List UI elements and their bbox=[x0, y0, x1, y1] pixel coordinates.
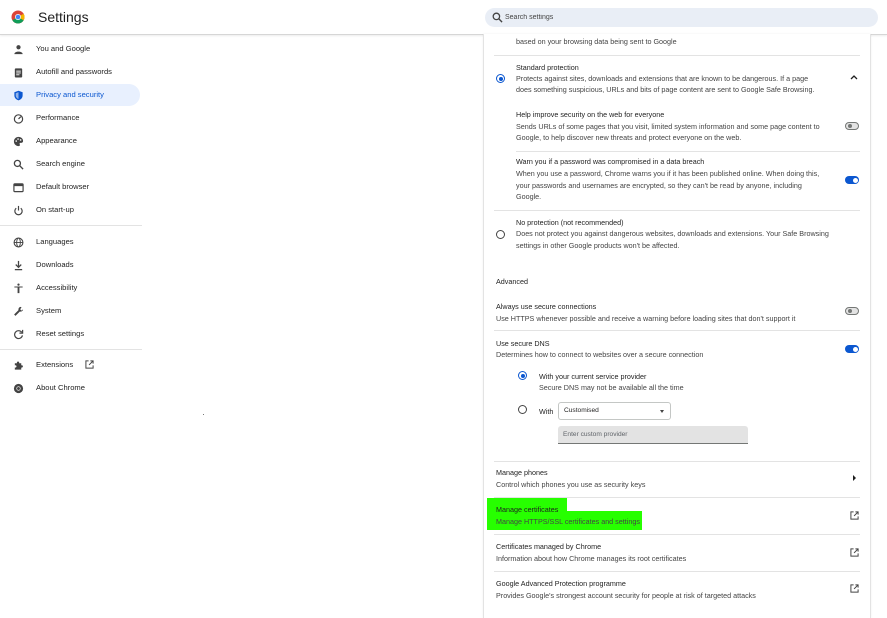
secure-connections-title: Always use secure connections bbox=[496, 302, 597, 311]
chrome-certificates-title[interactable]: Certificates managed by Chrome bbox=[496, 542, 602, 551]
sidebar-item-default-browser[interactable] bbox=[0, 176, 140, 198]
clipboard-icon bbox=[13, 67, 24, 78]
advanced-protection-desc: Provides Google's strongest account security for people at risk of targeted attacks bbox=[496, 591, 756, 600]
accessibility-icon bbox=[13, 283, 24, 294]
custom-provider-radio[interactable] bbox=[518, 405, 527, 414]
sidebar-item-label: System bbox=[36, 306, 62, 315]
row-divider bbox=[494, 55, 860, 56]
enhanced-protection-desc: based on your browsing data being sent to Google bbox=[516, 37, 677, 46]
secure-connections-desc: Use HTTPS whenever possible and receive a warning before loading sites that don't support it bbox=[496, 314, 796, 323]
advanced-protection-title[interactable]: Google Advanced Protection programme bbox=[496, 579, 626, 588]
sidebar-item-label: On start-up bbox=[36, 205, 74, 214]
sidebar-item-autofill[interactable] bbox=[0, 61, 140, 83]
standard-protection-radio[interactable] bbox=[496, 74, 505, 83]
advanced-heading: Advanced bbox=[496, 277, 528, 286]
page-title: Settings bbox=[38, 9, 89, 25]
chrome-certificates-desc: Information about how Chrome manages its root certificates bbox=[496, 554, 687, 563]
no-protection-radio[interactable] bbox=[496, 230, 505, 239]
help-improve-toggle[interactable] bbox=[845, 122, 859, 130]
sidebar-item-label: Autofill and passwords bbox=[36, 67, 112, 76]
chevron-right-icon[interactable] bbox=[852, 475, 857, 481]
sidebar-item-label: Downloads bbox=[36, 260, 74, 269]
sidebar-item-label: Extensions bbox=[36, 360, 74, 369]
puzzle-icon bbox=[13, 360, 24, 371]
password-breach-desc: Google. bbox=[516, 192, 542, 201]
manage-phones-title: Manage phones bbox=[496, 468, 548, 477]
browser-window-icon bbox=[13, 182, 24, 193]
dns-provider-select-value: Customised bbox=[564, 407, 599, 414]
row-divider bbox=[494, 534, 860, 535]
stray-dot bbox=[203, 414, 204, 415]
custom-provider-input[interactable] bbox=[558, 426, 748, 444]
current-provider-desc: Secure DNS may not be available all the time bbox=[539, 383, 684, 392]
sidebar-divider bbox=[0, 225, 142, 226]
sidebar-item-privacy-and-security[interactable] bbox=[0, 84, 140, 106]
sidebar-item-search-engine[interactable] bbox=[0, 153, 140, 175]
wrench-icon bbox=[13, 306, 24, 317]
no-protection-desc: settings in other Google products won't be affected. bbox=[516, 241, 680, 250]
open-in-new-icon[interactable] bbox=[850, 584, 859, 593]
sidebar-divider bbox=[0, 349, 142, 350]
sidebar-item-you-and-google[interactable] bbox=[0, 38, 140, 60]
secure-dns-title: Use secure DNS bbox=[496, 339, 550, 348]
sidebar-item-extensions[interactable] bbox=[0, 354, 140, 376]
sidebar-item-appearance[interactable] bbox=[0, 130, 140, 152]
manage-phones-desc: Control which phones you use as security keys bbox=[496, 480, 646, 489]
current-provider-title: With your current service provider bbox=[539, 372, 647, 381]
password-breach-title: Warn you if a password was compromised in a data breach bbox=[516, 157, 705, 166]
sidebar-item-downloads[interactable] bbox=[0, 254, 140, 276]
help-improve-title: Help improve security on the web for everyone bbox=[516, 110, 665, 119]
open-in-new-icon bbox=[85, 360, 94, 369]
sidebar-item-label: You and Google bbox=[36, 44, 91, 53]
secure-connections-toggle[interactable] bbox=[845, 307, 859, 315]
settings-panel bbox=[483, 34, 871, 618]
search-input[interactable] bbox=[505, 10, 865, 25]
reset-icon bbox=[13, 329, 24, 340]
search-icon bbox=[492, 12, 503, 23]
password-breach-desc: When you use a password, Chrome warns you if it has been published online. When doing this, bbox=[516, 169, 820, 178]
sidebar-item-reset-settings[interactable] bbox=[0, 323, 140, 345]
help-improve-desc: Sends URLs of some pages that you visit, limited system information and some page content to bbox=[516, 122, 820, 131]
standard-protection-title: Standard protection bbox=[516, 63, 579, 72]
download-icon bbox=[13, 260, 24, 271]
chevron-up-icon[interactable] bbox=[850, 74, 858, 80]
no-protection-desc: Does not protect you against dangerous websites, downloads and extensions. Your Safe Browsing bbox=[516, 229, 829, 238]
sidebar-item-performance[interactable] bbox=[0, 107, 140, 129]
dropdown-caret-icon bbox=[660, 410, 664, 413]
person-icon bbox=[13, 44, 24, 55]
palette-icon bbox=[13, 136, 24, 147]
with-label: With bbox=[539, 407, 554, 416]
open-in-new-icon[interactable] bbox=[850, 511, 859, 520]
open-in-new-icon[interactable] bbox=[850, 548, 859, 557]
sidebar-item-label: Languages bbox=[36, 237, 74, 246]
sidebar-item-label: Default browser bbox=[36, 182, 90, 191]
top-bar bbox=[0, 0, 887, 35]
globe-icon bbox=[13, 237, 24, 248]
sidebar-item-system[interactable] bbox=[0, 300, 140, 322]
chrome-icon bbox=[13, 383, 24, 394]
row-divider bbox=[494, 571, 860, 572]
sidebar-item-on-start-up[interactable] bbox=[0, 199, 140, 221]
sidebar-item-accessibility[interactable] bbox=[0, 277, 140, 299]
sidebar-item-label: Accessibility bbox=[36, 283, 78, 292]
shield-icon bbox=[13, 90, 24, 101]
row-divider bbox=[516, 151, 860, 152]
row-divider bbox=[494, 210, 860, 211]
row-divider bbox=[494, 330, 860, 331]
sidebar-item-about-chrome[interactable] bbox=[0, 377, 140, 399]
sidebar-item-label: Performance bbox=[36, 113, 80, 122]
sidebar-item-languages[interactable] bbox=[0, 231, 140, 253]
speedometer-icon bbox=[13, 113, 24, 124]
standard-protection-desc: Protects against sites, downloads and extensions that are known to be dangerous. If a page bbox=[516, 74, 809, 83]
sidebar-item-label: About Chrome bbox=[36, 383, 85, 392]
sidebar-item-label: Appearance bbox=[36, 136, 77, 145]
help-improve-desc: Google, to help discover new threats and protect everyone on the web. bbox=[516, 133, 742, 142]
standard-protection-desc: does something suspicious, URLs and bits of page content are sent to Google Safe Browsing. bbox=[516, 85, 815, 94]
search-box[interactable] bbox=[485, 8, 878, 27]
sidebar-item-label: Search engine bbox=[36, 159, 85, 168]
current-provider-radio[interactable] bbox=[518, 371, 527, 380]
no-protection-title: No protection (not recommended) bbox=[516, 218, 624, 227]
row-divider bbox=[494, 461, 860, 462]
secure-dns-toggle[interactable] bbox=[845, 345, 859, 353]
manage-certificates-title[interactable]: Manage certificates bbox=[496, 505, 559, 514]
power-icon bbox=[13, 205, 24, 216]
sidebar-item-label: Privacy and security bbox=[36, 90, 104, 99]
dns-provider-select[interactable] bbox=[558, 402, 671, 420]
chrome-logo-icon bbox=[11, 10, 25, 24]
sidebar-item-label: Reset settings bbox=[36, 329, 85, 338]
secure-dns-desc: Determines how to connect to websites over a secure connection bbox=[496, 350, 704, 359]
password-breach-desc: your passwords and usernames are encrypted, so they can't be read by anyone, including bbox=[516, 181, 802, 190]
search-icon bbox=[13, 159, 24, 170]
password-breach-toggle[interactable] bbox=[845, 176, 859, 184]
manage-certificates-desc[interactable]: Manage HTTPS/SSL certificates and settings bbox=[496, 517, 640, 526]
